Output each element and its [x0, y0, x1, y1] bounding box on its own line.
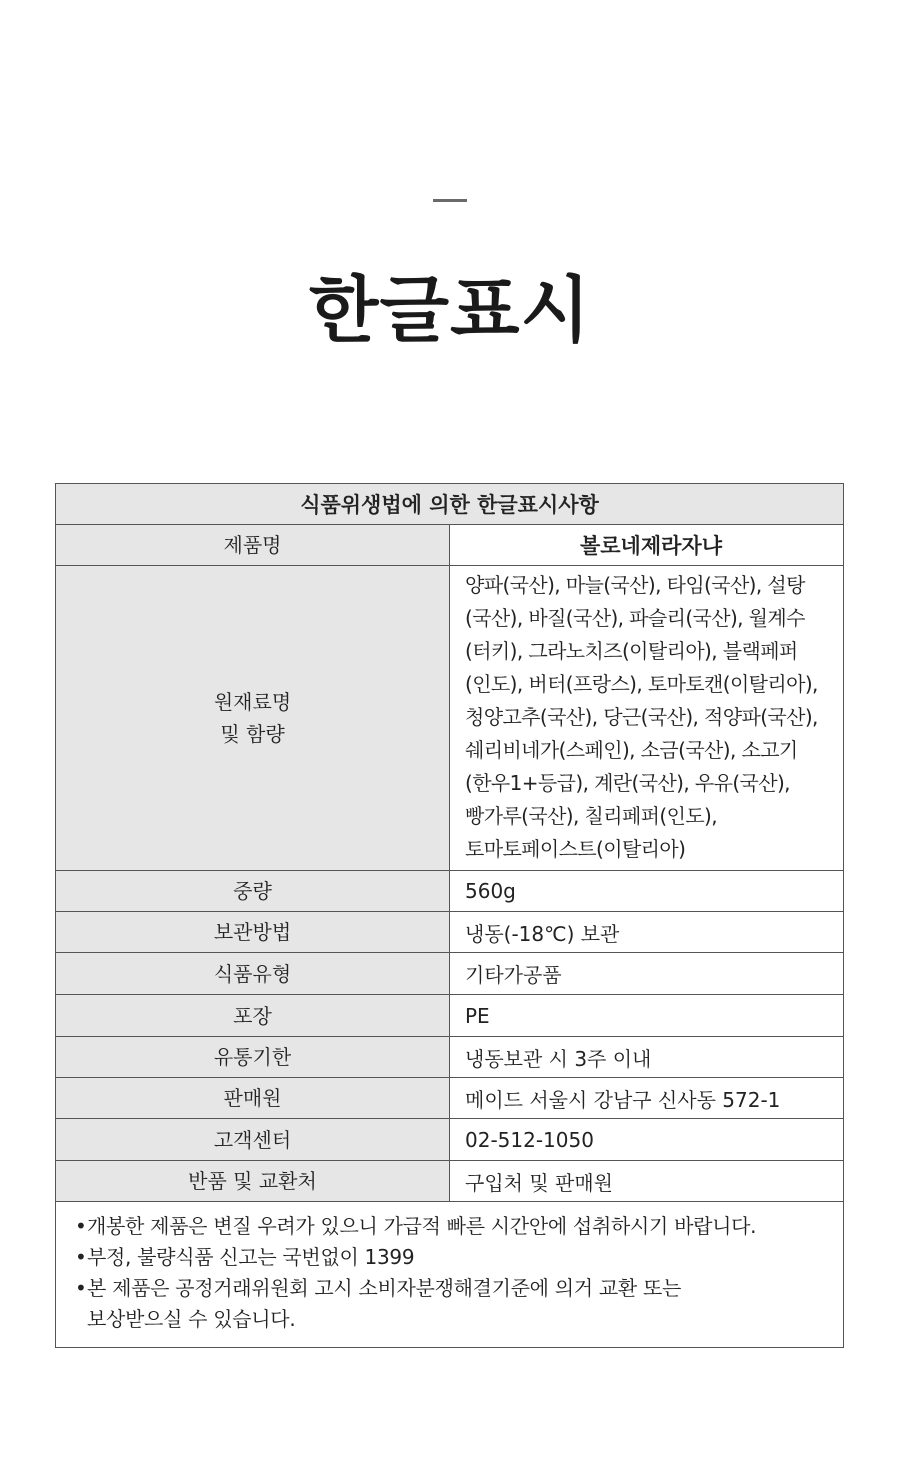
note-item — [75, 1242, 843, 1273]
row-key-product-name: 제품명 — [56, 525, 450, 566]
note-bullet: • — [75, 1245, 87, 1269]
row-value-storage: 냉동(-18℃) 보관 — [450, 912, 844, 953]
notes-cell — [56, 1202, 844, 1348]
row-value-product-name: 볼로네제라자냐 — [450, 525, 844, 566]
row-value-customer-center: 02-512-1050 — [450, 1119, 844, 1161]
row-value-ingredients: 양파(국산), 마늘(국산), 타임(국산), 설탕(국산), 바질(국산), 파슬리(국산), 월계수(터키), 그라노치즈(이탈리아), 블랙페퍼(인도), 버터(프랑스), 토마토캔(이탈리아), 청양고추(국산), 당근(국산), 적양파(국산), 쉐리비네가(스페인), 소금(국산), 소고기(한우1+등급), 계란(국산), 우유(국산), 빵가루(국산), 칠리페퍼(인도), 토마토페이스트(이탈리아) — [450, 566, 844, 871]
note-text: 본 제품은 공정거래위원회 고시 소비자분쟁해결기준에 의거 교환 또는 — [87, 1276, 681, 1300]
row-value-expiry: 냉동보관 시 3주 이내 — [450, 1037, 844, 1078]
table-row — [56, 871, 844, 912]
table-row — [56, 566, 844, 871]
row-key-ingredients-label — [214, 686, 291, 750]
row-key-customer-center: 고객센터 — [56, 1119, 450, 1161]
note-item — [75, 1211, 843, 1242]
note-text: 부정, 불량식품 신고는 국번없이 1399 — [87, 1245, 415, 1269]
note-text: 개봉한 제품은 변질 우려가 있으니 가급적 빠른 시간안에 섭취하시기 바랍니다. — [87, 1214, 757, 1238]
row-key-ingredients-line1: 원재료명 — [213, 690, 292, 714]
row-key-weight: 중량 — [56, 871, 450, 912]
row-key-food-type: 식품유형 — [56, 953, 450, 995]
food-label-table — [55, 483, 844, 1348]
table-row — [56, 1078, 844, 1119]
table-row — [56, 525, 844, 566]
row-key-ingredients-line2: 및 함량 — [220, 722, 285, 746]
table-row — [56, 995, 844, 1037]
row-key-storage: 보관방법 — [56, 912, 450, 953]
row-key-expiry: 유통기한 — [56, 1037, 450, 1078]
title-decor-dash — [433, 199, 467, 202]
row-value-returns: 구입처 및 판매원 — [450, 1161, 844, 1202]
row-key-seller: 판매원 — [56, 1078, 450, 1119]
table-row — [56, 1119, 844, 1161]
table-row — [56, 912, 844, 953]
table-row — [56, 953, 844, 995]
table-heading: 식품위생법에 의한 한글표시사항 — [56, 484, 844, 525]
note-bullet: • — [75, 1276, 87, 1300]
page-title: 한글표시 — [308, 268, 592, 352]
note-bullet: • — [75, 1214, 87, 1238]
row-key-packaging: 포장 — [56, 995, 450, 1037]
table-heading-row — [56, 484, 844, 525]
row-value-food-type: 기타가공품 — [450, 953, 844, 995]
note-continuation: 보상받으실 수 있습니다. — [87, 1307, 296, 1331]
row-value-packaging: PE — [450, 995, 844, 1037]
table-row — [56, 1037, 844, 1078]
row-key-returns: 반품 및 교환처 — [56, 1161, 450, 1202]
table-row — [56, 1161, 844, 1202]
row-key-ingredients — [56, 566, 450, 871]
row-value-seller: 메이드 서울시 강남구 신사동 572-1 — [450, 1078, 844, 1119]
note-item — [75, 1273, 843, 1304]
notes-row — [56, 1202, 844, 1348]
row-value-weight: 560g — [450, 871, 844, 912]
